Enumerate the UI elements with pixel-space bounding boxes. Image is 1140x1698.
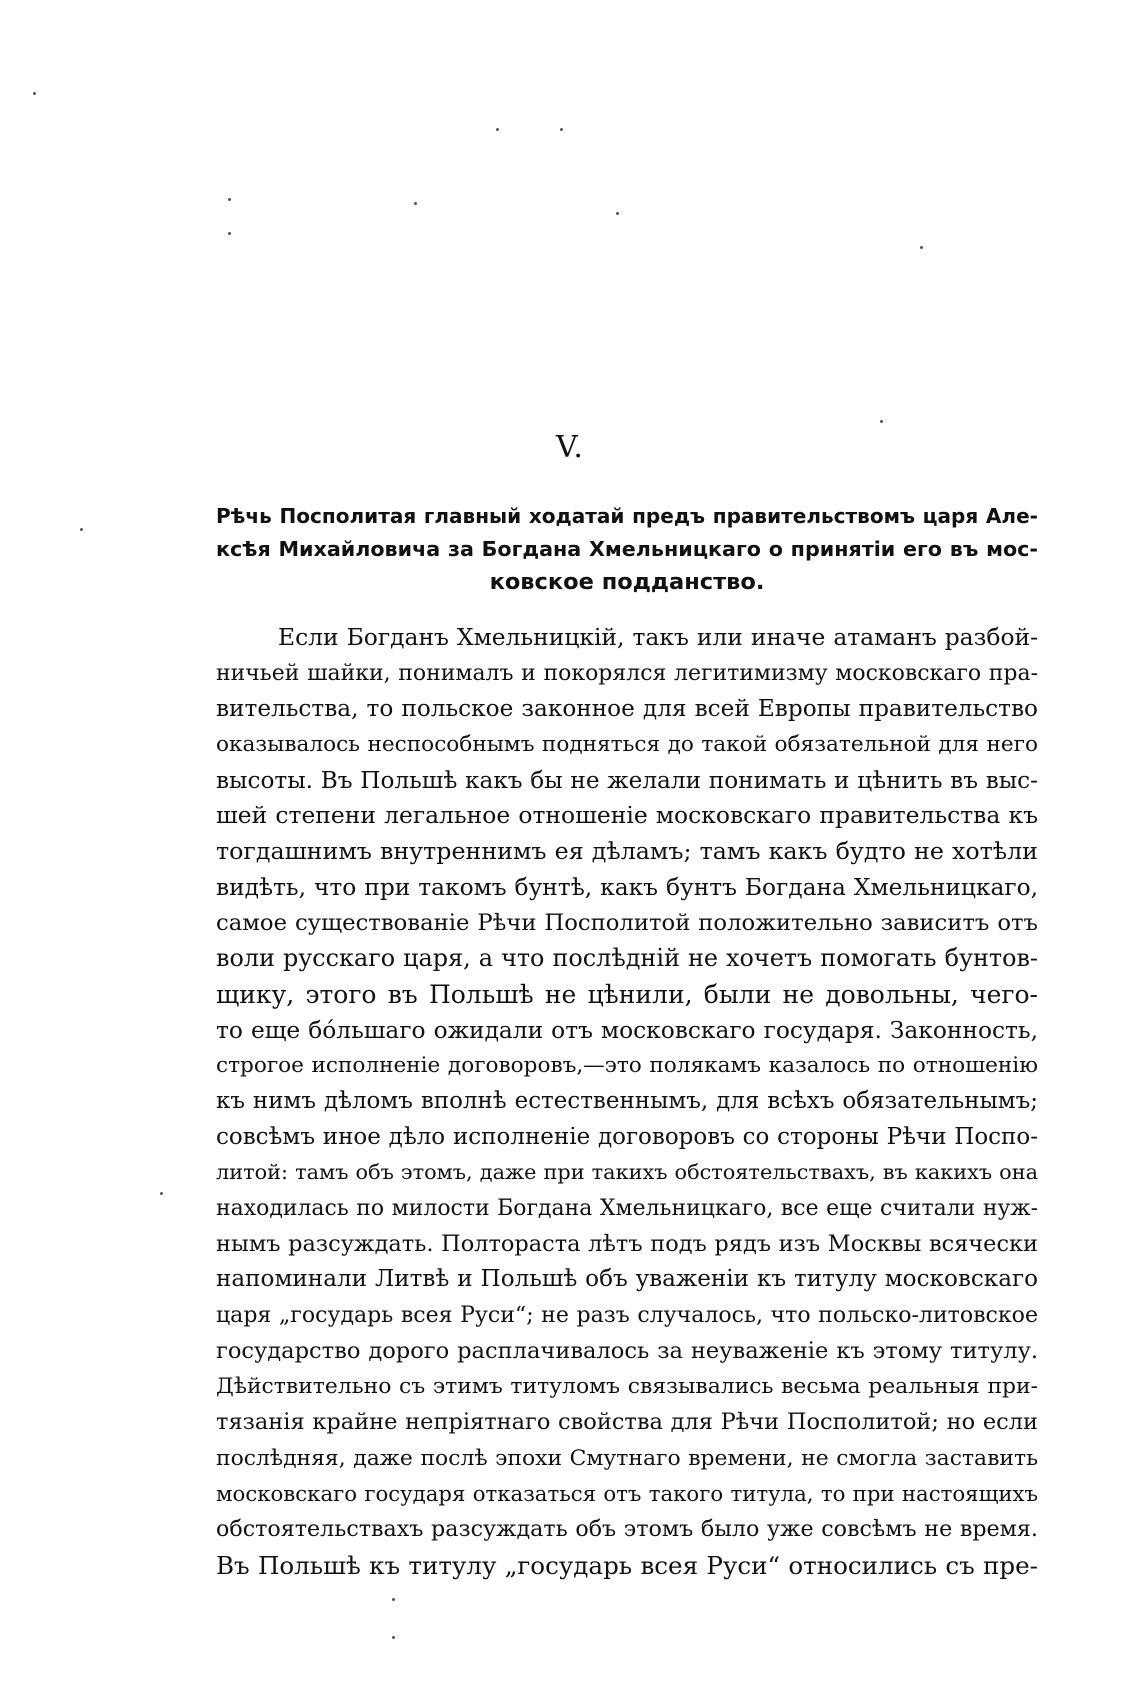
body-line: совсѣмъ иное дѣло исполненіе договоровъ со стороны Рѣчи Поспо- — [216, 1123, 1038, 1150]
scan-speck — [160, 1192, 163, 1195]
body-line: Если Богданъ Хмельницкій, такъ или иначе атаманъ разбой- — [278, 623, 1038, 651]
body-line: строгое исполненіе договоровъ,—это полякамъ казалось по отношенію — [216, 1053, 1038, 1079]
scan-speck — [392, 1598, 395, 1601]
body-line: напоминали Литвѣ и Польшѣ объ уваженіи къ титулу московскаго — [216, 1266, 1038, 1293]
scan-speck — [880, 420, 883, 423]
scan-speck — [496, 128, 499, 131]
body-line: Въ Польшѣ къ титулу „государь всея Руси“ относились съ пре- — [216, 1550, 1038, 1580]
body-line: оказывалось неспособнымъ подняться до такой обязательной для него — [216, 732, 1038, 758]
scan-speck — [616, 212, 619, 215]
body-line: государство дорого расплачивалось за неуваженіе къ этому титулу. — [216, 1337, 1038, 1364]
body-line: то еще бо́льшаго ожидали отъ московскаго государя. Законность, — [216, 1016, 1038, 1044]
scan-speck — [414, 202, 417, 205]
body-line: вительства, то польское законное для всей Европы правительство — [216, 695, 1038, 723]
body-line: ничьей шайки, понималъ и покорялся легитимизму московскаго пра- — [216, 660, 1038, 686]
body-line: послѣдняя, даже послѣ эпохи Смутнаго времени, не смогла заставить — [216, 1445, 1038, 1471]
title-line: Рѣчь Посполитая главный ходатай предъ правительствомъ царя Але- — [216, 504, 1038, 528]
chapter-title — [216, 500, 1038, 599]
scan-speck — [228, 232, 231, 235]
body-line: тязанія крайне непріятнаго свойства для Рѣчи Посполитой; но если — [216, 1409, 1038, 1436]
scan-speck — [392, 1636, 395, 1639]
scan-speck — [560, 128, 563, 131]
body-line: щику, этого въ Польшѣ не цѣнили, были не довольны, чего- — [216, 979, 1038, 1009]
body-line: высоты. Въ Польшѣ какъ бы не желали понимать и цѣнить въ выс- — [216, 766, 1038, 794]
body-line: нымъ разсуждать. Полтораста лѣтъ подъ рядъ изъ Москвы всячески — [216, 1230, 1038, 1257]
scan-speck — [228, 198, 231, 201]
body-text — [216, 620, 1038, 1584]
body-line: тогдашнимъ внутреннимъ ея дѣламъ; тамъ какъ будто не хотѣли — [216, 837, 1038, 866]
scan-speck — [920, 246, 923, 249]
title-line: ксѣя Михайловича за Богдана Хмельницкаго о принятіи его въ мос- — [216, 537, 1038, 561]
scan-speck — [80, 528, 83, 531]
body-line: воли русскаго царя, а что послѣдній не хочетъ помогать бунтов- — [216, 944, 1038, 973]
body-line: самое существованіе Рѣчи Посполитой положительно зависитъ отъ — [216, 909, 1038, 936]
body-line: обстоятельствахъ разсуждать объ этомъ было уже совсѣмъ не время. — [216, 1516, 1038, 1543]
body-line: литой: тамъ объ этомъ, даже при такихъ обстоятельствахъ, въ какихъ она — [216, 1160, 1038, 1185]
body-line: находилась по милости Богдана Хмельницкаго, все еще считали нуж- — [216, 1196, 1038, 1221]
body-line: видѣть, что при такомъ бунтѣ, какъ бунтъ Богдана Хмельницкаго, — [216, 873, 1038, 901]
chapter-numeral: V. — [556, 430, 584, 465]
body-line: шей степени легальное отношеніе московскаго правительства къ — [216, 801, 1038, 830]
body-line: Дѣйствительно съ этимъ титуломъ связывались весьма реальныя при- — [216, 1374, 1038, 1400]
body-line: царя „государь всея Руси“; не разъ случалось, что польско-литовское — [216, 1303, 1038, 1329]
scan-speck — [33, 92, 36, 95]
title-line: ковское подданство. — [489, 569, 765, 595]
body-line: къ нимъ дѣломъ вполнѣ естественнымъ, для всѣхъ обязательнымъ; — [216, 1087, 1038, 1114]
body-line: московскаго государя отказаться отъ такого титула, то при настоящихъ — [216, 1481, 1038, 1507]
